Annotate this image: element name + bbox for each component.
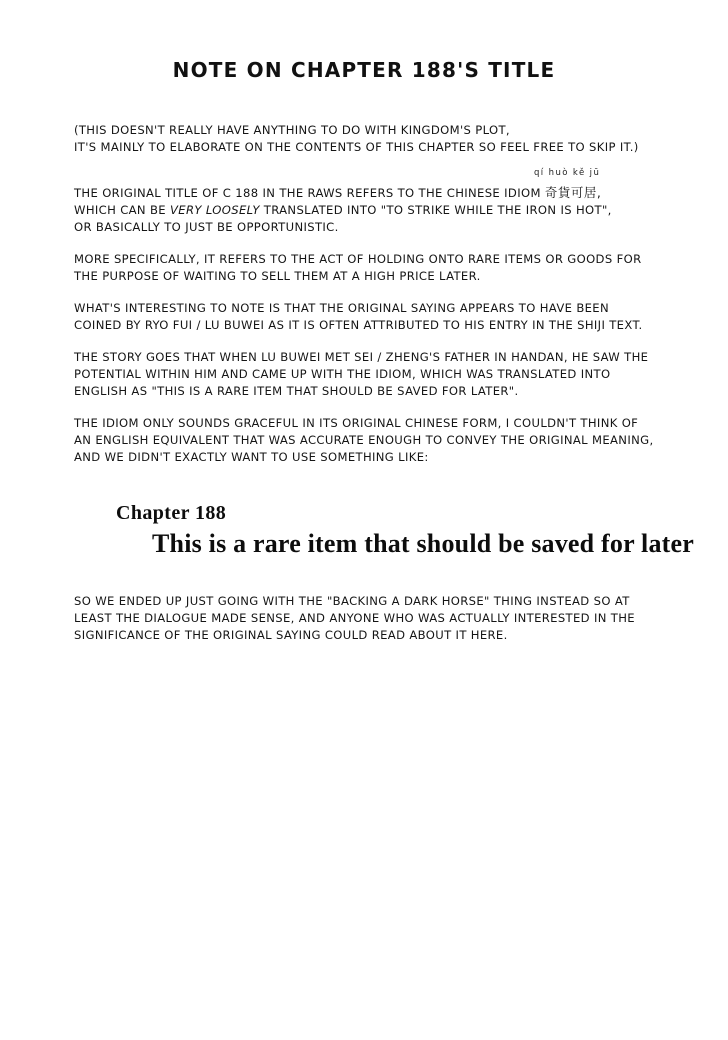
idiom-line2-a: WHICH CAN BE — [74, 203, 170, 217]
origin-paragraph: WHAT'S INTERESTING TO NOTE IS THAT THE ORIGINAL SAYING APPEARS TO HAVE BEEN COINED BY RYO FUI / LU BUWEI AS IT IS OFTEN ATTRIBUTED TO HIS ENTRY IN THE SHIJI TEXT. — [74, 301, 643, 332]
conclusion-paragraph: SO WE ENDED UP JUST GOING WITH THE "BACKING A DARK HORSE" THING INSTEAD SO AT LEAST THE DIALOGUE MADE SENSE, AND ANYONE WHO WAS ACTUALLY INTERESTED IN THE SIGNIFICANCE OF THE ORIGINAL SAYING COULD READ ABOUT IT HERE. — [74, 594, 635, 642]
disclaimer-line-1: (THIS DOESN'T REALLY HAVE ANYTHING TO DO WITH KINGDOM'S PLOT, — [74, 123, 510, 137]
idiom-line3: OR BASICALLY TO JUST BE OPPORTUNISTIC. — [74, 220, 339, 234]
story-paragraph: THE STORY GOES THAT WHEN LU BUWEI MET SEI / ZHENG'S FATHER IN HANDAN, HE SAW THE POTENTIAL WITHIN HIM AND CAME UP WITH THE IDIOM, WHICH WAS TRANSLATED INTO ENGLISH AS "THIS IS A RARE ITEM THAT SHOULD BE SAVED FOR LATER". — [74, 350, 649, 398]
pinyin-annotation: qí huò kě jū — [534, 168, 601, 178]
translation-note-paragraph: THE IDIOM ONLY SOUNDS GRACEFUL IN ITS ORIGINAL CHINESE FORM, I COULDN'T THINK OF AN ENGLISH EQUIVALENT THAT WAS ACCURATE ENOUGH TO CONVEY THE ORIGINAL MEANING, AND WE DIDN'T EXACTLY WANT TO USE SOMETHING LIKE: — [74, 416, 654, 464]
page-title: NOTE ON CHAPTER 188'S TITLE — [172, 58, 556, 82]
idiom-hanzi: 奇貨可居, — [544, 185, 602, 200]
meaning-paragraph: MORE SPECIFICALLY, IT REFERS TO THE ACT OF HOLDING ONTO RARE ITEMS OR GOODS FOR THE PURPOSE OF WAITING TO SELL THEM AT A HIGH PRICE LATER. — [74, 252, 642, 283]
chapter-sample-block — [74, 502, 695, 559]
chapter-headline: This is a rare item that should be saved for later — [152, 529, 695, 558]
idiom-line2-italic: VERY LOOSELY — [170, 203, 260, 217]
chapter-number-label: Chapter 188 — [116, 502, 227, 524]
idiom-line2-b: TRANSLATED INTO "TO STRIKE WHILE THE IRON IS HOT", — [259, 203, 612, 217]
disclaimer-paragraph — [74, 122, 654, 156]
page-bottom-spacer — [74, 659, 654, 660]
disclaimer-line-2: IT'S MAINLY TO ELABORATE ON THE CONTENTS OF THIS CHAPTER SO FEEL FREE TO SKIP IT.) — [74, 140, 639, 154]
idiom-paragraph-wrapper — [74, 168, 654, 236]
idiom-lead-text: THE ORIGINAL TITLE OF C 188 IN THE RAWS REFERS TO THE CHINESE IDIOM — [74, 186, 545, 200]
idiom-paragraph — [74, 184, 654, 236]
